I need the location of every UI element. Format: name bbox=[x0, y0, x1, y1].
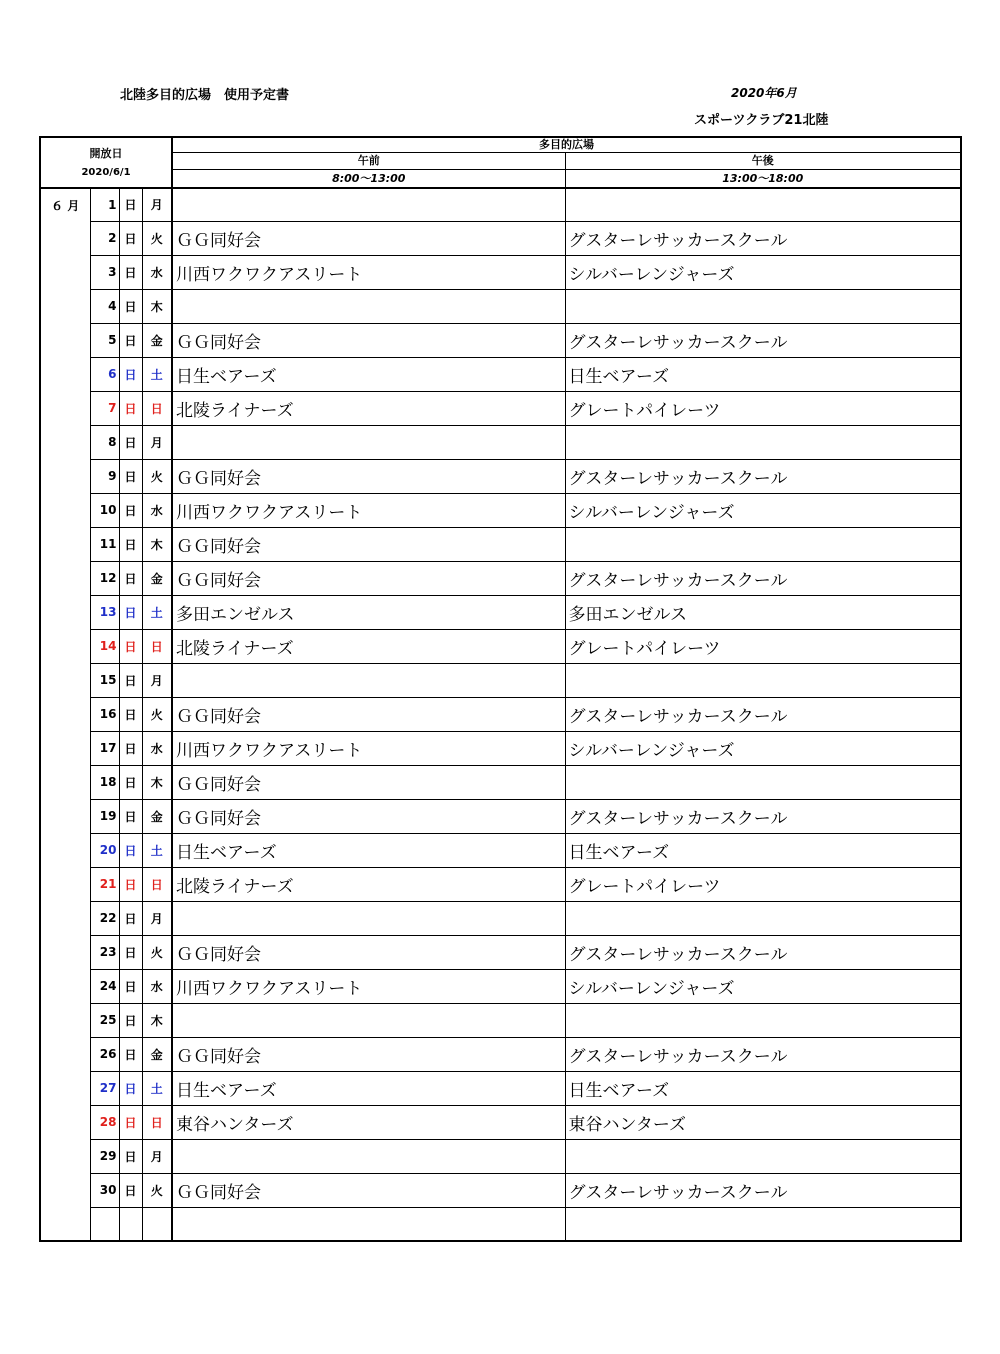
pm-event: 日生ベアーズ bbox=[565, 1071, 961, 1105]
am-event: 日生ベアーズ bbox=[172, 357, 565, 391]
weekday: 日 bbox=[142, 1105, 172, 1139]
day-unit: 日 bbox=[119, 221, 142, 255]
am-event: 東谷ハンターズ bbox=[172, 1105, 565, 1139]
day-number: 15 bbox=[90, 663, 119, 697]
am-header: 午前 bbox=[172, 152, 565, 169]
am-event bbox=[172, 425, 565, 459]
pm-event: グスターレサッカースクール bbox=[565, 1173, 961, 1207]
day-number: 9 bbox=[90, 459, 119, 493]
day-number: 27 bbox=[90, 1071, 119, 1105]
pm-event: グスターレサッカースクール bbox=[565, 935, 961, 969]
table-row bbox=[40, 1139, 961, 1173]
table-row bbox=[40, 833, 961, 867]
day-unit: 日 bbox=[119, 833, 142, 867]
pm-event bbox=[565, 289, 961, 323]
pm-event: グレートパイレーツ bbox=[565, 867, 961, 901]
weekday: 月 bbox=[142, 663, 172, 697]
day-unit: 日 bbox=[119, 561, 142, 595]
table-row bbox=[40, 323, 961, 357]
am-event bbox=[172, 289, 565, 323]
day-number: 16 bbox=[90, 697, 119, 731]
weekday: 日 bbox=[142, 629, 172, 663]
table-row bbox=[40, 561, 961, 595]
pm-event bbox=[565, 188, 961, 221]
day-unit: 日 bbox=[119, 323, 142, 357]
pm-event bbox=[565, 425, 961, 459]
am-event: 川西ワクワクアスリート bbox=[172, 969, 565, 1003]
day-number: 25 bbox=[90, 1003, 119, 1037]
am-event: ＧＧ同好会 bbox=[172, 459, 565, 493]
table-row bbox=[40, 697, 961, 731]
am-event bbox=[172, 901, 565, 935]
weekday: 土 bbox=[142, 595, 172, 629]
day-unit: 日 bbox=[119, 1071, 142, 1105]
table-row bbox=[40, 765, 961, 799]
day-unit: 日 bbox=[119, 629, 142, 663]
table-row bbox=[40, 391, 961, 425]
day-unit: 日 bbox=[119, 867, 142, 901]
weekday: 火 bbox=[142, 1173, 172, 1207]
day-number: 18 bbox=[90, 765, 119, 799]
weekday: 火 bbox=[142, 697, 172, 731]
table-row bbox=[40, 357, 961, 391]
day-number: 4 bbox=[90, 289, 119, 323]
pm-event: グスターレサッカースクール bbox=[565, 1037, 961, 1071]
day-number: 20 bbox=[90, 833, 119, 867]
day-number: 30 bbox=[90, 1173, 119, 1207]
table-row bbox=[40, 935, 961, 969]
weekday: 木 bbox=[142, 1003, 172, 1037]
am-event: ＧＧ同好会 bbox=[172, 527, 565, 561]
weekday: 月 bbox=[142, 188, 172, 221]
day-unit: 日 bbox=[119, 255, 142, 289]
weekday: 水 bbox=[142, 255, 172, 289]
pm-header: 午後 bbox=[565, 152, 961, 169]
schedule-table bbox=[39, 136, 962, 1242]
am-event bbox=[172, 1139, 565, 1173]
am-event bbox=[172, 1003, 565, 1037]
am-event bbox=[172, 1207, 565, 1241]
pm-event bbox=[565, 901, 961, 935]
document-date: 2020年6月 bbox=[731, 86, 797, 100]
day-unit: 日 bbox=[119, 1173, 142, 1207]
weekday bbox=[142, 1207, 172, 1241]
pm-time: 13:00～18:00 bbox=[565, 169, 961, 188]
weekday: 木 bbox=[142, 289, 172, 323]
table-row bbox=[40, 1003, 961, 1037]
pm-event bbox=[565, 663, 961, 697]
weekday: 木 bbox=[142, 527, 172, 561]
organization-name: スポーツクラブ21北陸 bbox=[694, 113, 829, 128]
pm-event: グスターレサッカースクール bbox=[565, 799, 961, 833]
pm-event: 東谷ハンターズ bbox=[565, 1105, 961, 1139]
day-unit: 日 bbox=[119, 1037, 142, 1071]
am-event bbox=[172, 188, 565, 221]
am-event: ＧＧ同好会 bbox=[172, 1037, 565, 1071]
day-number: 22 bbox=[90, 901, 119, 935]
table-row bbox=[40, 493, 961, 527]
day-unit: 日 bbox=[119, 289, 142, 323]
day-unit: 日 bbox=[119, 969, 142, 1003]
weekday: 火 bbox=[142, 459, 172, 493]
day-number bbox=[90, 1207, 119, 1241]
pm-event: シルバーレンジャーズ bbox=[565, 969, 961, 1003]
table-row bbox=[40, 289, 961, 323]
am-time: 8:00～13:00 bbox=[172, 169, 565, 188]
pm-event: グスターレサッカースクール bbox=[565, 697, 961, 731]
day-number: 28 bbox=[90, 1105, 119, 1139]
weekday: 金 bbox=[142, 561, 172, 595]
day-number: 3 bbox=[90, 255, 119, 289]
am-event bbox=[172, 663, 565, 697]
am-event: 多田エンゼルス bbox=[172, 595, 565, 629]
weekday: 日 bbox=[142, 391, 172, 425]
pm-event: グスターレサッカースクール bbox=[565, 323, 961, 357]
pm-event bbox=[565, 527, 961, 561]
am-event: ＧＧ同好会 bbox=[172, 935, 565, 969]
pm-event: 多田エンゼルス bbox=[565, 595, 961, 629]
am-event: 北陵ライナーズ bbox=[172, 629, 565, 663]
am-event: 北陵ライナーズ bbox=[172, 391, 565, 425]
table-row bbox=[40, 255, 961, 289]
day-number: 10 bbox=[90, 493, 119, 527]
weekday: 水 bbox=[142, 731, 172, 765]
facility-header: 多目的広場 bbox=[172, 137, 961, 152]
day-number: 13 bbox=[90, 595, 119, 629]
weekday: 土 bbox=[142, 1071, 172, 1105]
weekday: 月 bbox=[142, 1139, 172, 1173]
pm-event: 日生ベアーズ bbox=[565, 833, 961, 867]
weekday: 土 bbox=[142, 833, 172, 867]
weekday: 金 bbox=[142, 323, 172, 357]
pm-event bbox=[565, 765, 961, 799]
table-row bbox=[40, 1105, 961, 1139]
open-day-label: 開放日 bbox=[89, 146, 123, 160]
day-unit: 日 bbox=[119, 697, 142, 731]
day-unit: 日 bbox=[119, 935, 142, 969]
day-number: 26 bbox=[90, 1037, 119, 1071]
table-row bbox=[40, 1071, 961, 1105]
pm-event: グレートパイレーツ bbox=[565, 391, 961, 425]
day-number: 23 bbox=[90, 935, 119, 969]
day-number: 6 bbox=[90, 357, 119, 391]
pm-event: 日生ベアーズ bbox=[565, 357, 961, 391]
table-row bbox=[40, 1207, 961, 1241]
day-unit: 日 bbox=[119, 799, 142, 833]
pm-event bbox=[565, 1139, 961, 1173]
am-event: ＧＧ同好会 bbox=[172, 561, 565, 595]
weekday: 火 bbox=[142, 935, 172, 969]
am-event: ＧＧ同好会 bbox=[172, 1173, 565, 1207]
am-event: ＧＧ同好会 bbox=[172, 323, 565, 357]
weekday: 月 bbox=[142, 901, 172, 935]
day-unit: 日 bbox=[119, 663, 142, 697]
am-event: ＧＧ同好会 bbox=[172, 799, 565, 833]
pm-event bbox=[565, 1207, 961, 1241]
weekday: 水 bbox=[142, 969, 172, 1003]
table-row bbox=[40, 901, 961, 935]
weekday: 金 bbox=[142, 799, 172, 833]
table-row bbox=[40, 221, 961, 255]
document-title: 北陸多目的広場 使用予定書 bbox=[120, 88, 290, 103]
pm-event: シルバーレンジャーズ bbox=[565, 493, 961, 527]
day-unit: 日 bbox=[119, 595, 142, 629]
am-event: 日生ベアーズ bbox=[172, 833, 565, 867]
pm-event bbox=[565, 1003, 961, 1037]
open-day-header bbox=[40, 137, 172, 188]
day-unit: 日 bbox=[119, 459, 142, 493]
day-unit: 日 bbox=[119, 765, 142, 799]
weekday: 水 bbox=[142, 493, 172, 527]
table-row bbox=[40, 1173, 961, 1207]
day-number: 12 bbox=[90, 561, 119, 595]
day-unit: 日 bbox=[119, 425, 142, 459]
table-row bbox=[40, 459, 961, 493]
day-unit: 日 bbox=[119, 391, 142, 425]
weekday: 金 bbox=[142, 1037, 172, 1071]
day-number: 17 bbox=[90, 731, 119, 765]
weekday: 日 bbox=[142, 867, 172, 901]
weekday: 土 bbox=[142, 357, 172, 391]
am-event: 川西ワクワクアスリート bbox=[172, 731, 565, 765]
day-number: 2 bbox=[90, 221, 119, 255]
day-unit: 日 bbox=[119, 731, 142, 765]
am-event: 北陵ライナーズ bbox=[172, 867, 565, 901]
day-number: 11 bbox=[90, 527, 119, 561]
weekday: 火 bbox=[142, 221, 172, 255]
day-number: 21 bbox=[90, 867, 119, 901]
table-row bbox=[40, 969, 961, 1003]
pm-event: シルバーレンジャーズ bbox=[565, 731, 961, 765]
day-number: 14 bbox=[90, 629, 119, 663]
pm-event: グスターレサッカースクール bbox=[565, 561, 961, 595]
day-number: 29 bbox=[90, 1139, 119, 1173]
table-row bbox=[40, 867, 961, 901]
table-row bbox=[40, 663, 961, 697]
pm-event: グレートパイレーツ bbox=[565, 629, 961, 663]
day-unit: 日 bbox=[119, 1139, 142, 1173]
day-number: 7 bbox=[90, 391, 119, 425]
open-day-date: 2020/6/1 bbox=[81, 166, 131, 178]
table-row bbox=[40, 595, 961, 629]
table-row bbox=[40, 799, 961, 833]
day-number: 24 bbox=[90, 969, 119, 1003]
pm-event: グスターレサッカースクール bbox=[565, 459, 961, 493]
table-row bbox=[40, 188, 961, 221]
am-event: ＧＧ同好会 bbox=[172, 765, 565, 799]
table-row bbox=[40, 425, 961, 459]
table-row bbox=[40, 629, 961, 663]
day-unit bbox=[119, 1207, 142, 1241]
day-unit: 日 bbox=[119, 901, 142, 935]
day-unit: 日 bbox=[119, 1003, 142, 1037]
day-number: 19 bbox=[90, 799, 119, 833]
weekday: 木 bbox=[142, 765, 172, 799]
day-number: 8 bbox=[90, 425, 119, 459]
day-unit: 日 bbox=[119, 357, 142, 391]
pm-event: シルバーレンジャーズ bbox=[565, 255, 961, 289]
weekday: 月 bbox=[142, 425, 172, 459]
table-row bbox=[40, 527, 961, 561]
day-unit: 日 bbox=[119, 188, 142, 221]
day-unit: 日 bbox=[119, 1105, 142, 1139]
pm-event: グスターレサッカースクール bbox=[565, 221, 961, 255]
day-unit: 日 bbox=[119, 527, 142, 561]
am-event: 川西ワクワクアスリート bbox=[172, 493, 565, 527]
table-row bbox=[40, 731, 961, 765]
am-event: 日生ベアーズ bbox=[172, 1071, 565, 1105]
am-event: 川西ワクワクアスリート bbox=[172, 255, 565, 289]
day-unit: 日 bbox=[119, 493, 142, 527]
month-label: ６ 月 bbox=[40, 188, 90, 1241]
day-number: 5 bbox=[90, 323, 119, 357]
day-number: 1 bbox=[90, 188, 119, 221]
table-row bbox=[40, 1037, 961, 1071]
am-event: ＧＧ同好会 bbox=[172, 697, 565, 731]
am-event: ＧＧ同好会 bbox=[172, 221, 565, 255]
